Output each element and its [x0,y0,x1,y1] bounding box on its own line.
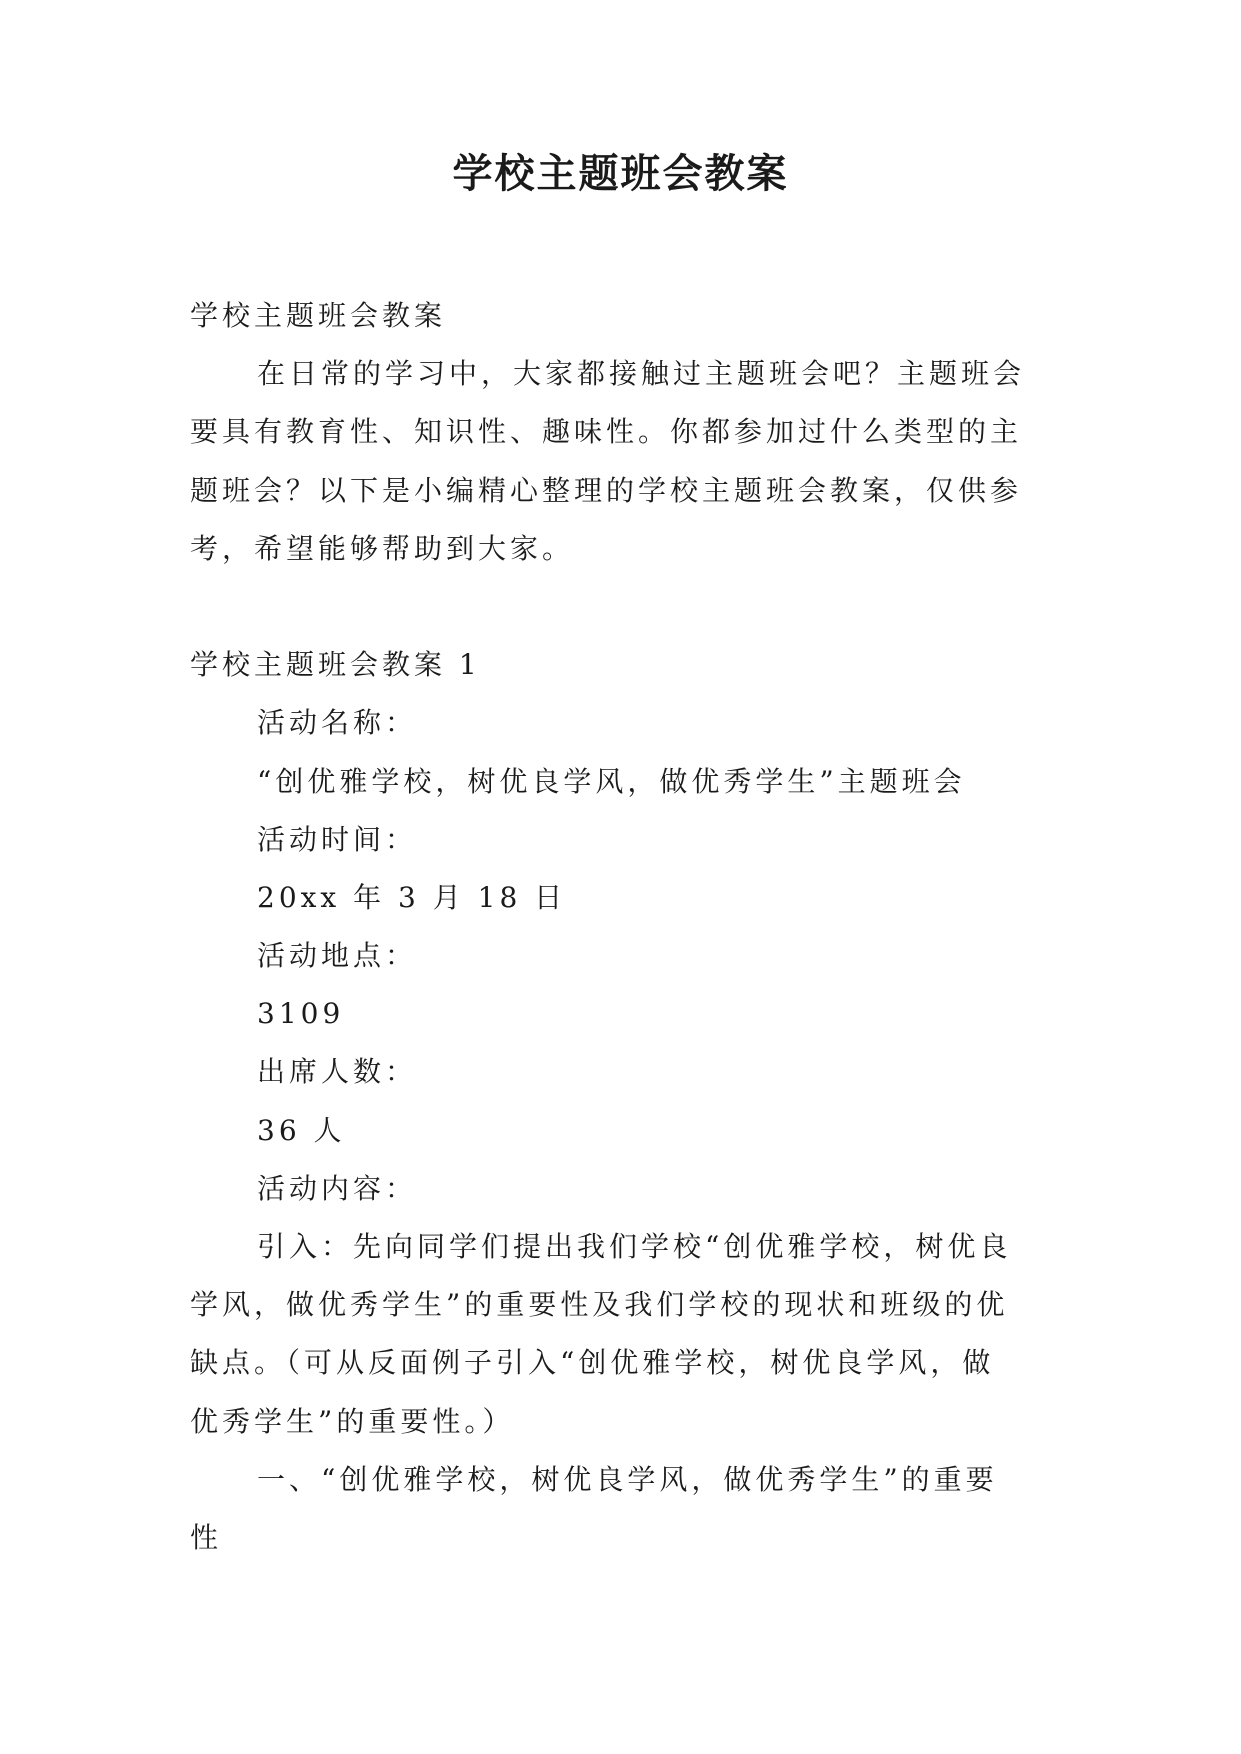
attendance-label: 出席人数： [257,1055,418,1089]
activity-place-value: 3109 [257,997,345,1031]
intro-line-1: 在日常的学习中，大家都接触过主题班会吧？主题班会 [257,357,1026,391]
intro-section-line-3: 缺点。（可从反面例子引入“创优雅学校，树优良学风，做 [190,1346,995,1380]
paragraph-gap [190,578,1060,636]
intro-section-line-4: 优秀学生”的重要性。） [190,1404,515,1438]
intro-line-4: 考，希望能够帮助到大家。 [190,531,575,565]
point-one-line-1: 一、“创优雅学校，树优良学风，做优秀学生”的重要 [257,1462,998,1496]
intro-line-3: 题班会？以下是小编精心整理的学校主题班会教案，仅供参 [190,473,1023,507]
document-body [190,287,1060,1567]
activity-name-value: “创优雅学校，树优良学风，做优秀学生”主题班会 [257,764,966,798]
activity-content-label: 活动内容： [257,1171,418,1205]
intro-section-line-1: 引入：先向同学们提出我们学校“创优雅学校，树优良 [257,1230,1012,1263]
subtitle: 学校主题班会教案 [190,299,447,332]
point-one-line-2: 性 [190,1520,223,1554]
intro-section-line-2: 学风，做优秀学生”的重要性及我们学校的现状和班级的优 [190,1288,1009,1322]
activity-time-label: 活动时间： [257,822,418,856]
activity-place-label: 活动地点： [257,939,418,973]
document-title: 学校主题班会教案 [452,150,789,197]
attendance-value: 36 人 [257,1113,346,1147]
activity-time-value: 20xx 年 3 月 18 日 [257,880,567,914]
activity-name-label: 活动名称： [257,706,418,740]
intro-line-2: 要具有教育性、知识性、趣味性。你都参加过什么类型的主 [190,415,1023,449]
section-heading: 学校主题班会教案 1 [190,648,481,682]
